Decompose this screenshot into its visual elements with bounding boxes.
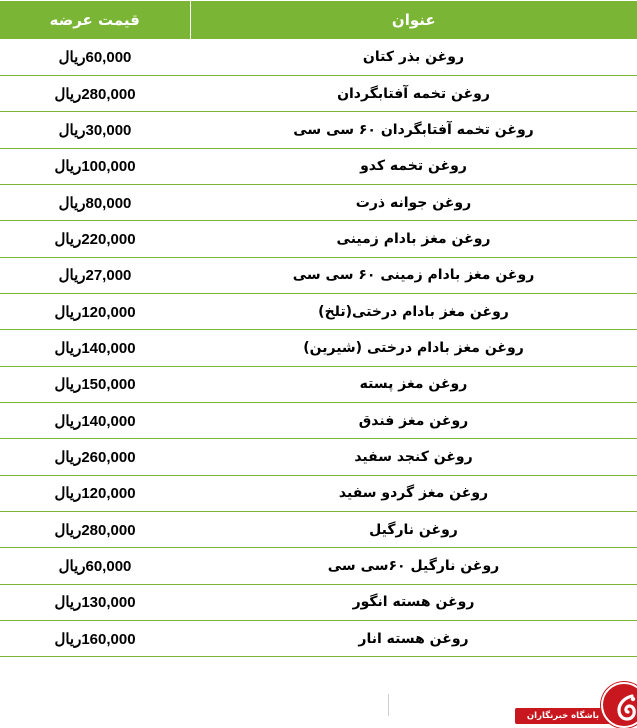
title-cell: روغن مغز پسته	[190, 366, 637, 402]
price-cell: 80,000ریال	[0, 184, 190, 220]
table-row	[0, 293, 637, 329]
table-row	[0, 439, 637, 475]
title-cell: روغن هسته انگور	[190, 584, 637, 620]
price-cell: 120,000ریال	[0, 293, 190, 329]
price-cell: 140,000ریال	[0, 402, 190, 438]
price-cell: 150,000ریال	[0, 366, 190, 402]
table-row	[0, 475, 637, 511]
price-cell: 60,000ریال	[0, 548, 190, 584]
divider-line	[388, 694, 389, 716]
title-cell: روغن جوانه ذرت	[190, 184, 637, 220]
price-cell: 30,000ریال	[0, 112, 190, 148]
title-cell: روغن تخمه آفتابگردان ۶۰ سی سی	[190, 112, 637, 148]
title-cell: روغن کنجد سفید	[190, 439, 637, 475]
watermark-text: باشگاه خبرنگاران	[515, 708, 611, 724]
price-cell: 260,000ریال	[0, 439, 190, 475]
table-row	[0, 548, 637, 584]
table-header	[0, 1, 637, 39]
table-row	[0, 366, 637, 402]
table-row	[0, 148, 637, 184]
price-column-header: قیمت عرضه	[0, 1, 190, 39]
title-cell: روغن تخمه آفتابگردان	[190, 75, 637, 111]
title-cell: روغن مغز بادام درختی (شیرین)	[190, 330, 637, 366]
price-cell: 220,000ریال	[0, 221, 190, 257]
table-row	[0, 75, 637, 111]
table-body	[0, 39, 637, 657]
title-cell: روغن مغز فندق	[190, 402, 637, 438]
title-cell: روغن مغز بادام زمینی ۶۰ سی سی	[190, 257, 637, 293]
table-row	[0, 221, 637, 257]
table-row	[0, 511, 637, 547]
price-cell: 140,000ریال	[0, 330, 190, 366]
table-row	[0, 184, 637, 220]
table-row	[0, 112, 637, 148]
table-row	[0, 330, 637, 366]
title-cell: روغن نارگیل ۶۰سی سی	[190, 548, 637, 584]
header-row	[0, 1, 637, 39]
title-cell: روغن مغز گردو سفید	[190, 475, 637, 511]
title-cell: روغن بذر کتان	[190, 39, 637, 75]
title-cell: روغن مغز بادام زمینی	[190, 221, 637, 257]
flame-logo-icon	[610, 691, 637, 723]
price-cell: 60,000ریال	[0, 39, 190, 75]
price-cell: 100,000ریال	[0, 148, 190, 184]
price-table	[0, 1, 637, 657]
price-cell: 160,000ریال	[0, 621, 190, 657]
table-row	[0, 621, 637, 657]
table-row	[0, 584, 637, 620]
price-cell: 280,000ریال	[0, 511, 190, 547]
title-cell: روغن نارگیل	[190, 511, 637, 547]
watermark-logo	[515, 678, 637, 728]
price-cell: 27,000ریال	[0, 257, 190, 293]
price-cell: 120,000ریال	[0, 475, 190, 511]
table-row	[0, 257, 637, 293]
title-cell: روغن تخمه کدو	[190, 148, 637, 184]
table-row	[0, 402, 637, 438]
title-column-header: عنوان	[190, 1, 637, 39]
table-row	[0, 39, 637, 75]
price-cell: 130,000ریال	[0, 584, 190, 620]
price-cell: 280,000ریال	[0, 75, 190, 111]
title-cell: روغن هسته انار	[190, 621, 637, 657]
title-cell: روغن مغز بادام درختی(تلخ)	[190, 293, 637, 329]
